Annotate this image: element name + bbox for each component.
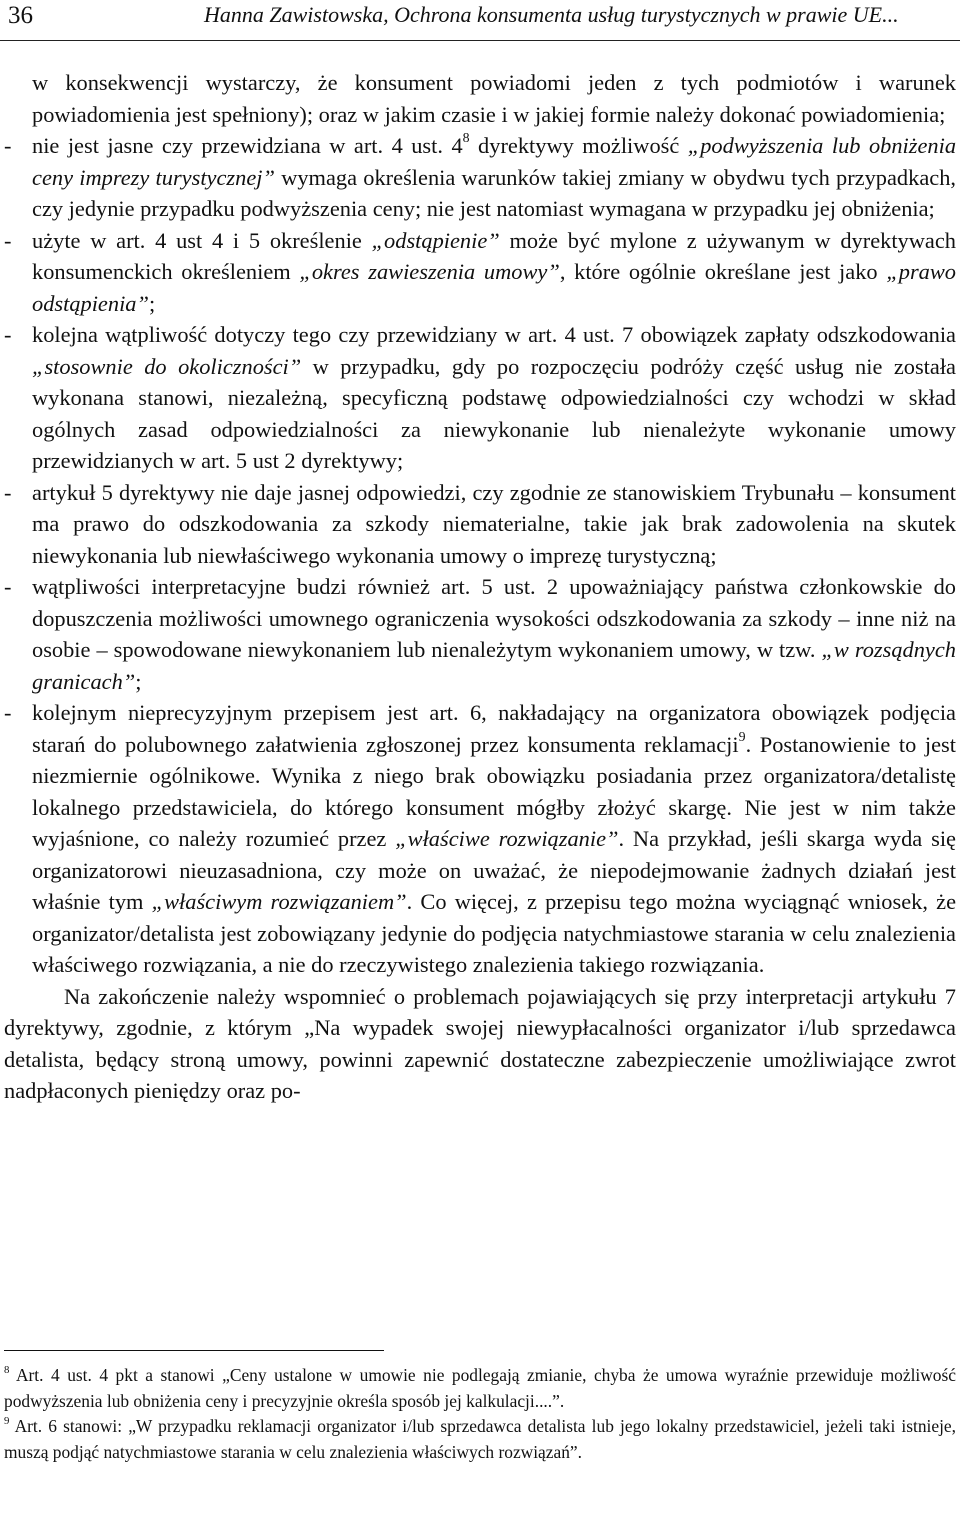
closing-paragraph: Na zakończenie należy wspomnieć o problemach pojawiających się przy interpretacji artykułu 7 dyrektywy, zgodnie, z którym „Na wypadek swojej niewypłacalności organizator i/lub sprzedawca detalista, będący stroną umowy, powinni zapewnić dostateczne zabezpieczenie umożliwiające zwrot nadpłaconych pieniędzy oraz po- bbox=[4, 983, 956, 1103]
quoted-term: „właściwe rozwiązanie” bbox=[395, 826, 619, 851]
list-item-text bbox=[32, 319, 956, 477]
footnote-9 bbox=[4, 1414, 956, 1465]
page-number: 36 bbox=[8, 2, 33, 29]
quoted-term: „odstąpienie” bbox=[371, 227, 500, 253]
text-run: użyte w art. 4 ust 4 i 5 określenie bbox=[32, 227, 372, 253]
lead-paragraph: w konsekwencji wystarczy, że konsument powiadomi jeden z tych podmiotów i warunek powiadomienia jest spełniony); oraz w jakim czasie i w jakiej formie należy dokonać powiadomienia; bbox=[32, 70, 956, 127]
running-header bbox=[0, 0, 960, 41]
quoted-term: „stosownie do okoliczności” bbox=[32, 353, 302, 379]
text-run: ; bbox=[148, 290, 156, 316]
text-run: nie jest jasne czy przewidziana w art. 4 ust. 4 bbox=[32, 133, 463, 158]
text-run: ; bbox=[135, 668, 142, 694]
footnote-number: 8 bbox=[4, 1363, 10, 1376]
list-item-text bbox=[32, 697, 956, 981]
list-item bbox=[4, 571, 956, 697]
footnote-rule bbox=[4, 1350, 384, 1351]
footnote-text: Art. 6 stanowi: „W przypadku reklamacji organizator i/lub sprzedawca detalista lub jego lokalny przedstawiciel, jeżeli taki istnieje, muszą podjąć natychmiastowe starania w celu znalezienia właściwych rozwiązań”. bbox=[4, 1416, 956, 1462]
list-dash: - bbox=[4, 322, 12, 347]
list-item bbox=[4, 130, 956, 225]
text-run: . Na przykład, jeśli skarga wyda się organizatorowi nieuzasadniona, czy może on uważać, że niepodejmowanie żadnych działań jest właśnie tym bbox=[32, 826, 956, 914]
quoted-term: „podwyższenia lub obniżenia ceny imprezy turystycznej” bbox=[32, 133, 957, 190]
footnote-ref-8[interactable]: 8 bbox=[462, 131, 470, 147]
quoted-term: „prawo odstąpienia” bbox=[32, 259, 956, 316]
list-dash: - bbox=[4, 700, 12, 725]
list-dash: - bbox=[4, 227, 12, 253]
list-item bbox=[4, 319, 956, 477]
list-item bbox=[4, 477, 956, 572]
text-run: wymaga określenia warunków takiej zmiany w obydwu tych przypadkach, czy jedynie przypadku podwyższenia ceny; nie jest natomiast wymagana w przypadku jej obniżenia; bbox=[32, 164, 956, 221]
quoted-term: „właściwym rozwiązaniem” bbox=[151, 889, 407, 914]
text-run: kolejna wątpliwość dotyczy tego czy przewidziany w art. 4 ust. 7 obowiązek zapłaty odszkodowania bbox=[32, 322, 956, 347]
list-item bbox=[4, 225, 956, 320]
list-item-text bbox=[32, 571, 956, 697]
footnote-text: Art. 4 ust. 4 pkt a stanowi „Ceny ustalone w umowie nie podlegają zmianie, chyba że umowa wyraźnie przewiduje możliwość podwyższenia lub obniżenia ceny i precyzyjnie określa sposób jej kalkulacji....”. bbox=[4, 1365, 956, 1411]
footnote-number: 9 bbox=[4, 1414, 10, 1427]
footnote-ref-9[interactable]: 9 bbox=[738, 729, 746, 745]
list-item-text bbox=[32, 225, 956, 320]
text-run: może być mylone z używanym w dyrektywach konsumenckich określeniem bbox=[32, 227, 956, 284]
text-run: dyrektywy możliwość bbox=[469, 133, 688, 158]
list-item bbox=[4, 697, 956, 981]
footnote-8 bbox=[4, 1363, 956, 1414]
footnotes bbox=[4, 1350, 956, 1465]
body-text bbox=[4, 67, 956, 1107]
quoted-term: „okres zawieszenia umowy” bbox=[299, 259, 560, 284]
quoted-term: „w rozsądnych granicach” bbox=[32, 637, 956, 694]
text-run: w przypadku, gdy po rozpoczęciu podróży część usług nie została wykonana stanowi, niezależną, specyficzną podstawę odpowiedzialności czy wchodzi w skład ogólnych zasad odpowiedzialności za niewykonanie lub nienależyte wykonanie umowy przewidzianych w art. 5 ust 2 dyrektywy; bbox=[32, 353, 956, 473]
list-item-text: artykuł 5 dyrektywy nie daje jasnej odpowiedzi, czy zgodnie ze stanowiskiem Trybunału – konsument ma prawo do odszkodowania za szkody niematerialne, takie jak brak zadowolenia na skutek niewykonania lub niewłaściwego wykonania umowy o imprezę turystyczną; bbox=[32, 479, 956, 568]
list-dash: - bbox=[4, 479, 12, 505]
list-item-text bbox=[32, 130, 956, 225]
text-run: . Co więcej, z przepisu tego można wyciągnąć wniosek, że organizator/detalista jest zobowiązany jedynie do podjęcia natychmiastowe starania w celu znalezienia właściwego rozwiązania, a nie do rzeczywistego znalezienia takiego rozwiązania. bbox=[32, 889, 957, 977]
list-dash: - bbox=[4, 133, 12, 158]
text-run: , które ogólnie określane jest jako bbox=[559, 259, 887, 284]
text-run: wątpliwości interpretacyjne budzi również art. 5 ust. 2 upoważniający państwa członkowskie do dopuszczenia możliwości umownego ograniczenia wysokości odszkodowania za szkody – inne niż na osobie – spowodowane niewykonaniem lub nienależytym wykonaniem umowy, w tzw. bbox=[32, 574, 956, 662]
running-head-title: Hanna Zawistowska, Ochrona konsumenta usług turystycznych w prawie UE... bbox=[204, 2, 899, 27]
text-run: . Postanowienie to jest niezmiernie ogólnikowe. Wynika z niego brak obowiązku posiadania przez organizatora/detalistę lokalnego przedstawiciela, do którego konsument mógłby złożyć skargę. Nie jest w nim także wyjaśnione, co należy rozumieć przez bbox=[32, 731, 956, 851]
text-run: kolejnym nieprecyzyjnym przepisem jest art. 6, nakładający na organizatora obowiązek podjęcia starań do polubownego załatwienia zgłoszonej przez konsumenta reklamacji bbox=[32, 700, 956, 757]
list-dash: - bbox=[4, 574, 12, 599]
